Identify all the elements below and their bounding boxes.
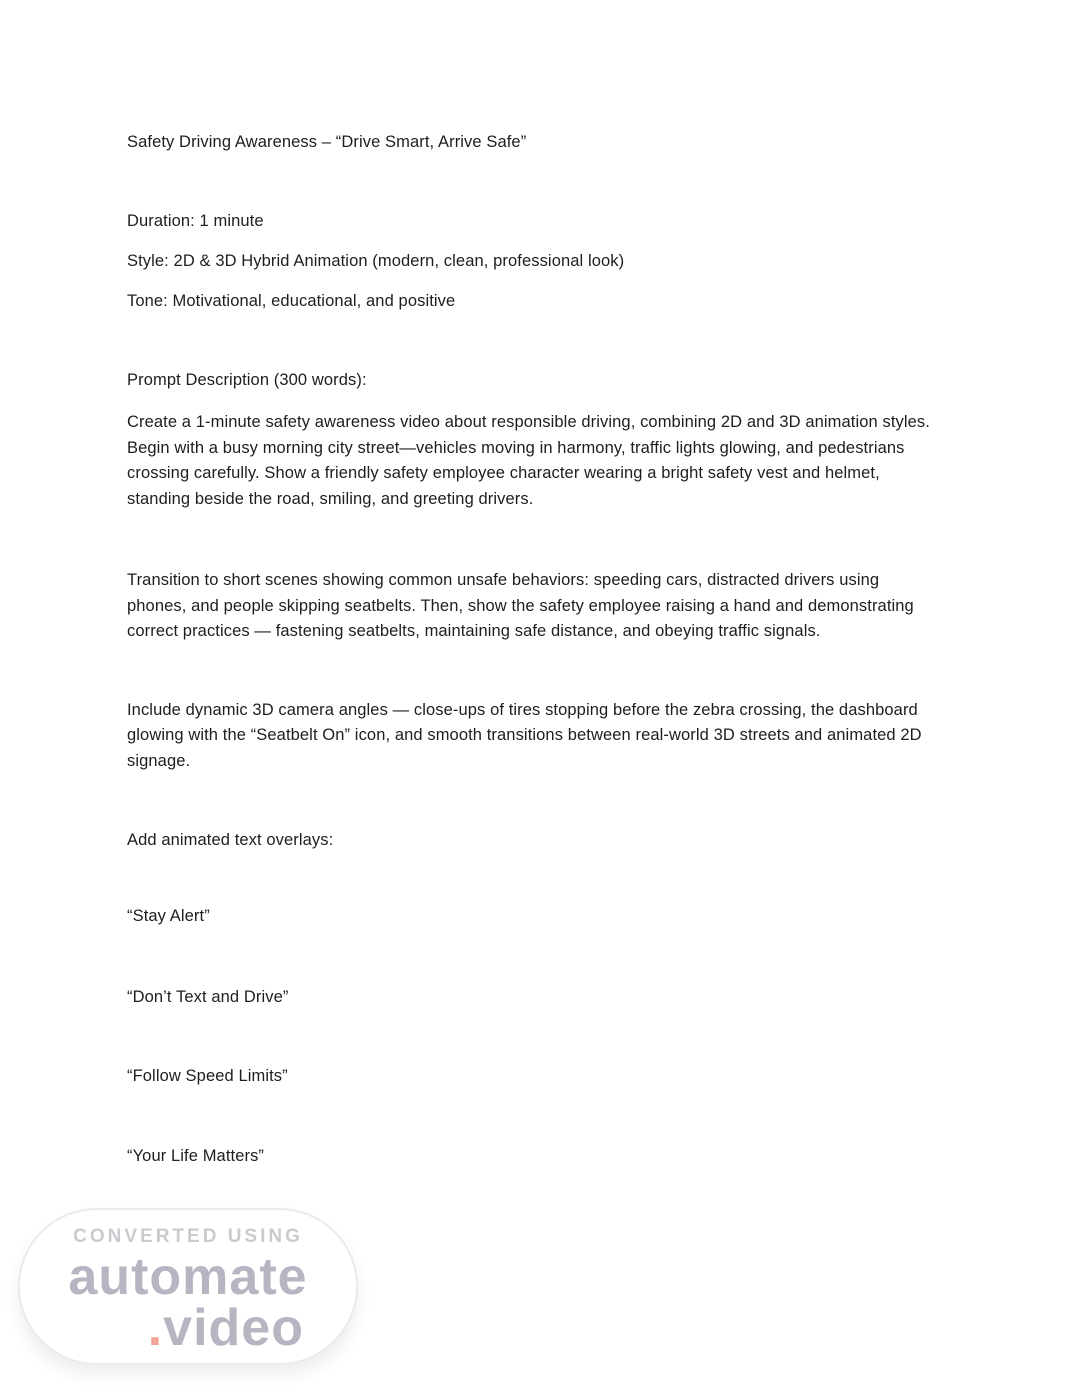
overlay-quote-life-matters: “Your Life Matters” xyxy=(127,1147,265,1165)
meta-tone: Tone: Motivational, educational, and positive xyxy=(127,292,456,310)
watermark-brand-automate: automate xyxy=(68,1248,308,1306)
watermark-brand-video xyxy=(147,1299,304,1357)
section-heading: Prompt Description (300 words): xyxy=(127,371,367,389)
paragraph-camera: Include dynamic 3D camera angles — close-ups of tires stopping before the zebra crossing, the dashboard glowing with the “Seatbelt On” icon, and smooth transitions between real-world 3D streets and animated 2D signage. xyxy=(127,700,922,770)
document-body xyxy=(127,0,939,1167)
watermark-dot: . xyxy=(147,1299,164,1357)
overlay-quote-dont-text: “Don’t Text and Drive” xyxy=(127,988,289,1006)
watermark-badge xyxy=(18,1208,358,1365)
overlay-quote-speed-limits: “Follow Speed Limits” xyxy=(127,1067,288,1085)
meta-duration: Duration: 1 minute xyxy=(127,212,264,230)
overlays-heading: Add animated text overlays: xyxy=(127,831,334,849)
watermark-label: CONVERTED USING xyxy=(73,1226,303,1247)
overlay-quote-stay-alert: “Stay Alert” xyxy=(127,907,210,925)
paragraph-intro: Create a 1-minute safety awareness video about responsible driving, combining 2D and 3D animation styles. Begin with a busy morning city street—vehicles moving in harmony, traffic lights glowing, and pedestrians crossing carefully. Show a friendly safety employee character wearing a bright safety vest and helmet, standing beside the road, smiling, and greeting drivers. xyxy=(127,413,930,508)
meta-style: Style: 2D & 3D Hybrid Animation (modern, clean, professional look) xyxy=(127,252,625,270)
document-title: Safety Driving Awareness – “Drive Smart, Arrive Safe” xyxy=(127,133,527,151)
paragraph-transition: Transition to short scenes showing common unsafe behaviors: speeding cars, distracted drivers using phones, and people skipping seatbelts. Then, show the safety employee raising a hand and demonstrating correct practices — fastening seatbelts, maintaining safe distance, and obeying traffic signals. xyxy=(127,571,914,640)
watermark-brand-video-text: video xyxy=(163,1299,304,1357)
